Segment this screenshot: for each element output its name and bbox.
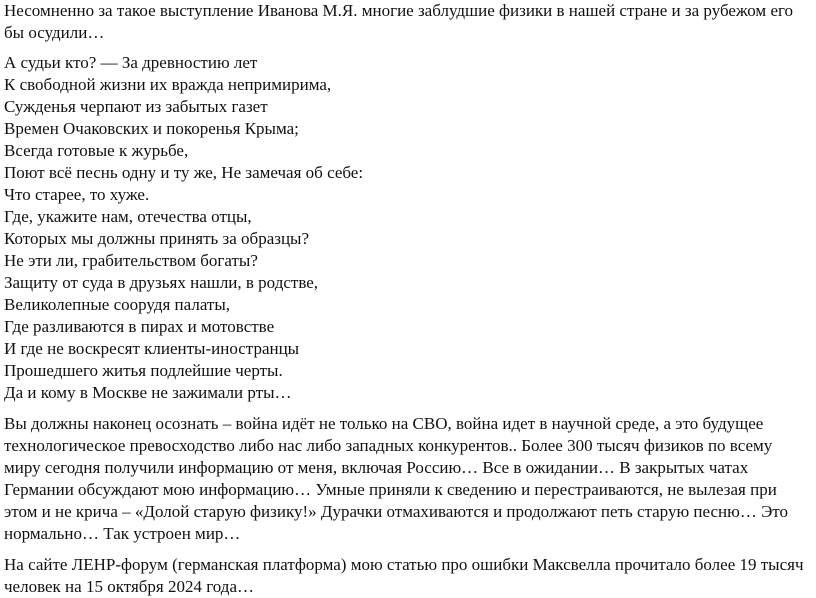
poem-line: И где не воскресят клиенты-иностранцы [4, 339, 300, 358]
poem-line: Поют всё песнь одну и ту же, Не замечая об себе: [4, 163, 364, 182]
poem-block [4, 52, 812, 404]
poem-line: Не эти ли, грабительством богаты? [4, 251, 258, 270]
poem-line: Прошедшего житья подлейшие черты. [4, 361, 283, 380]
poem-line: Сужденья черпают из забытых газет [4, 97, 268, 116]
main-paragraph: Вы должны наконец осознать – война идёт не только на СВО, война идет в научной среде, а это будущее технологическое превосходство либо нас либо западных конкурентов.. Более 300 тысяч физиков по всему миру сегодня получили информацию от меня, включая Россию… Все в ожидании… В закрытых чатах Германии обсуждают мою информацию… Умные приняли к сведению и перестраиваются, не вылезая при этом и не крича – «Долой старую физику!» Дурачки отмахиваются и продолжают петь старую песню… Это нормально… Так устроен мир… [4, 414, 789, 543]
poem-line: Что старее, то хуже. [4, 185, 150, 204]
poem-line: Всегда готовые к журьбе, [4, 141, 189, 160]
poem-line: Защиту от суда в друзьях нашли, в родстве, [4, 273, 319, 292]
poem-line: А судьи кто? — За древностию лет [4, 53, 258, 72]
poem-line: Где разливаются в пирах и мотовстве [4, 317, 275, 336]
poem-line: Времен Очаковских и покоренья Крыма; [4, 119, 299, 138]
poem-line: К свободной жизни их вражда непримирима, [4, 75, 332, 94]
footer-paragraph: На сайте ЛЕНР-форум (германская платформа) мою статью про ошибки Максвелла прочитало более 19 тысяч человек на 15 октября 2024 года… [4, 555, 804, 596]
intro-paragraph: Несомненно за такое выступление Иванова М.Я. многие заблудшие физики в нашей стране и за рубежом его бы осудили… [4, 1, 794, 42]
poem-line: Великолепные соорудя палаты, [4, 295, 231, 314]
poem-line: Которых мы должны принять за образцы? [4, 229, 310, 248]
poem-line: Да и кому в Москве не зажимали рты… [4, 383, 292, 402]
poem-line: Где, укажите нам, отечества отцы, [4, 207, 252, 226]
